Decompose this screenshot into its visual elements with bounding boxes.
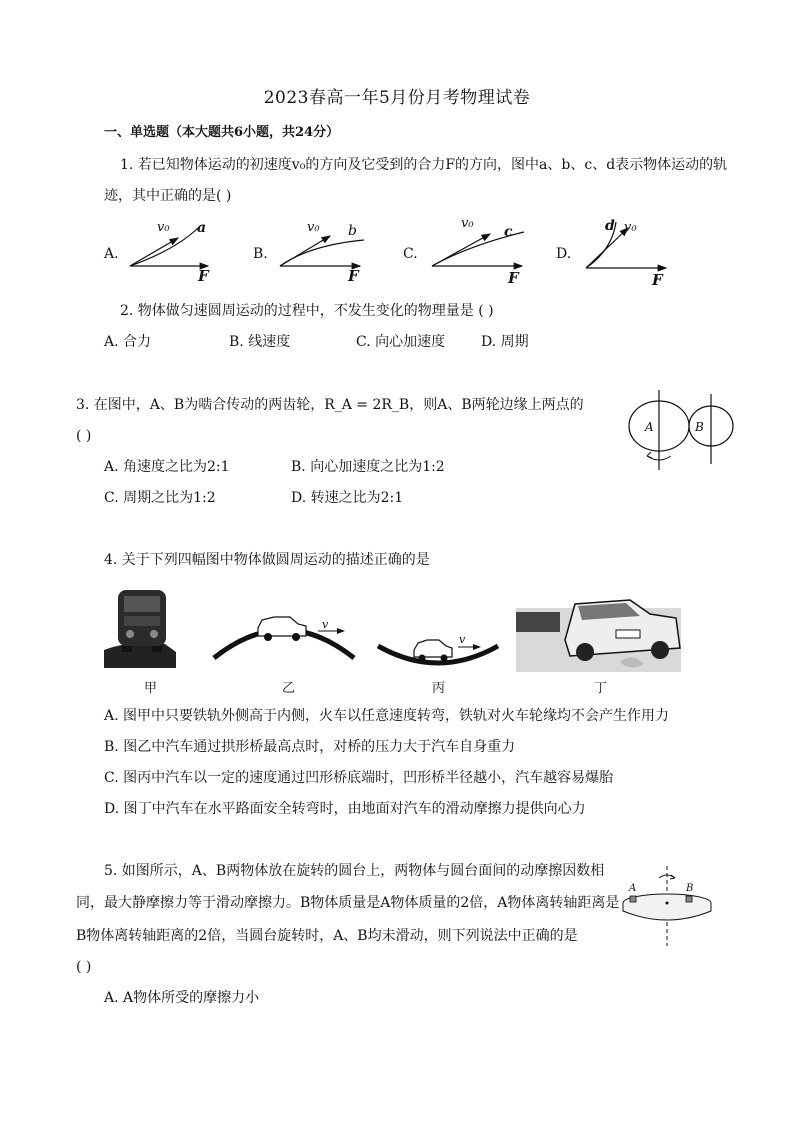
q3-option-d: D. 转速之比为2:1 [291,490,404,506]
q5-stem-line1: 5. 如图所示，A、B两物体放在旋转的圆台上，两物体与圆台面间的动摩擦因数相 [104,863,605,879]
q4-caption-yi: 乙 [282,681,296,696]
q3-option-c: C. 周期之比为1:2 [104,490,216,506]
q1-fig-b-curve: b [348,223,357,239]
q3-option-b: B. 向心加速度之比为1:2 [291,459,445,475]
q1-stem-line2: 迹，其中正确的是( ) [104,188,232,204]
q1-fig-b-F: F [348,267,359,285]
page-title: 2023春高一年5月份月考物理试卷 [263,88,531,108]
q3-fig-label-b: B [695,420,704,434]
q1-fig-c-curve: c [504,224,513,240]
q1-option-d-label: D. [556,246,572,262]
q4-fig-bing-v: v [459,633,466,646]
q4-option-d: D. 图丁中汽车在水平路面安全转弯时，由地面对汽车的滑动摩擦力提供向心力 [104,801,586,817]
q5-fig-label-b: B [686,883,694,894]
q1-fig-a-F: F [198,267,209,285]
q5-stem-line2: 同，最大静摩擦力等于滑动摩擦力。B物体质量是A物体质量的2倍，A物体离转轴距离是 [76,895,620,911]
q5-stem-line4: ( ) [76,959,92,975]
q4-stem: 4. 关于下列四幅图中物体做圆周运动的描述正确的是 [104,552,430,568]
q2-option-b: B. 线速度 [229,334,291,350]
q4-caption-bing: 丙 [432,681,446,696]
q2-option-c: C. 向心加速度 [356,334,446,350]
q3-fig-label-a: A [645,420,654,434]
q4-fig-yi-v: v [322,618,329,631]
q5-stem-line3: B物体离转轴距离的2倍，当圆台旋转时，A、B均未滑动，则下列说法中正确的是 [76,928,578,944]
q4-caption-jia: 甲 [144,681,158,696]
q1-fig-c-v0: v₀ [461,216,474,231]
q4-option-a: A. 图甲中只要铁轨外侧高于内侧，火车以任意速度转弯，铁轨对火车轮缘均不会产生作用力 [104,708,670,724]
q1-option-a-label: A. [104,246,119,262]
q4-caption-ding: 丁 [594,681,608,696]
q2-option-a: A. 合力 [104,334,152,350]
q4-option-b: B. 图乙中汽车通过拱形桥最高点时，对桥的压力大于汽车自身重力 [104,739,516,755]
q4-option-c: C. 图丙中汽车以一定的速度通过凹形桥底端时，凹形桥半径越小，汽车越容易爆胎 [104,770,614,786]
q1-fig-c-F: F [508,269,519,287]
q2-stem: 2. 物体做匀速圆周运动的过程中，不发生变化的物理量是 ( ) [120,303,494,319]
q1-fig-d-v0: v₀ [624,220,637,235]
q1-fig-a-v0: v₀ [157,220,170,235]
q5-fig-label-a: A [629,883,637,894]
q3-option-a: A. 角速度之比为2:1 [104,459,230,475]
q3-stem-line1: 3. 在图中，A、B为啮合传动的两齿轮，R_A = 2R_B，则A、B两轮边缘上两点的 [76,397,584,413]
q1-fig-b-v0: v₀ [307,220,320,235]
q1-fig-d-curve: d [605,218,615,234]
q1-stem-line1: 1. 若已知物体运动的初速度v₀的方向及它受到的合力F的方向，图中a、b、c、d表示物体运动的轨 [120,157,728,173]
q5-option-a: A. A物体所受的摩擦力小 [104,990,260,1006]
q1-option-b-label: B. [253,246,268,262]
q1-fig-d-F: F [652,271,663,289]
q2-option-d: D. 周期 [481,334,529,350]
q1-fig-a-curve: a [197,220,207,236]
q3-stem-line2: ( ) [76,428,92,444]
section-heading: 一、单选题（本大题共6小题，共24分） [104,125,340,140]
q1-option-c-label: C. [403,246,418,262]
